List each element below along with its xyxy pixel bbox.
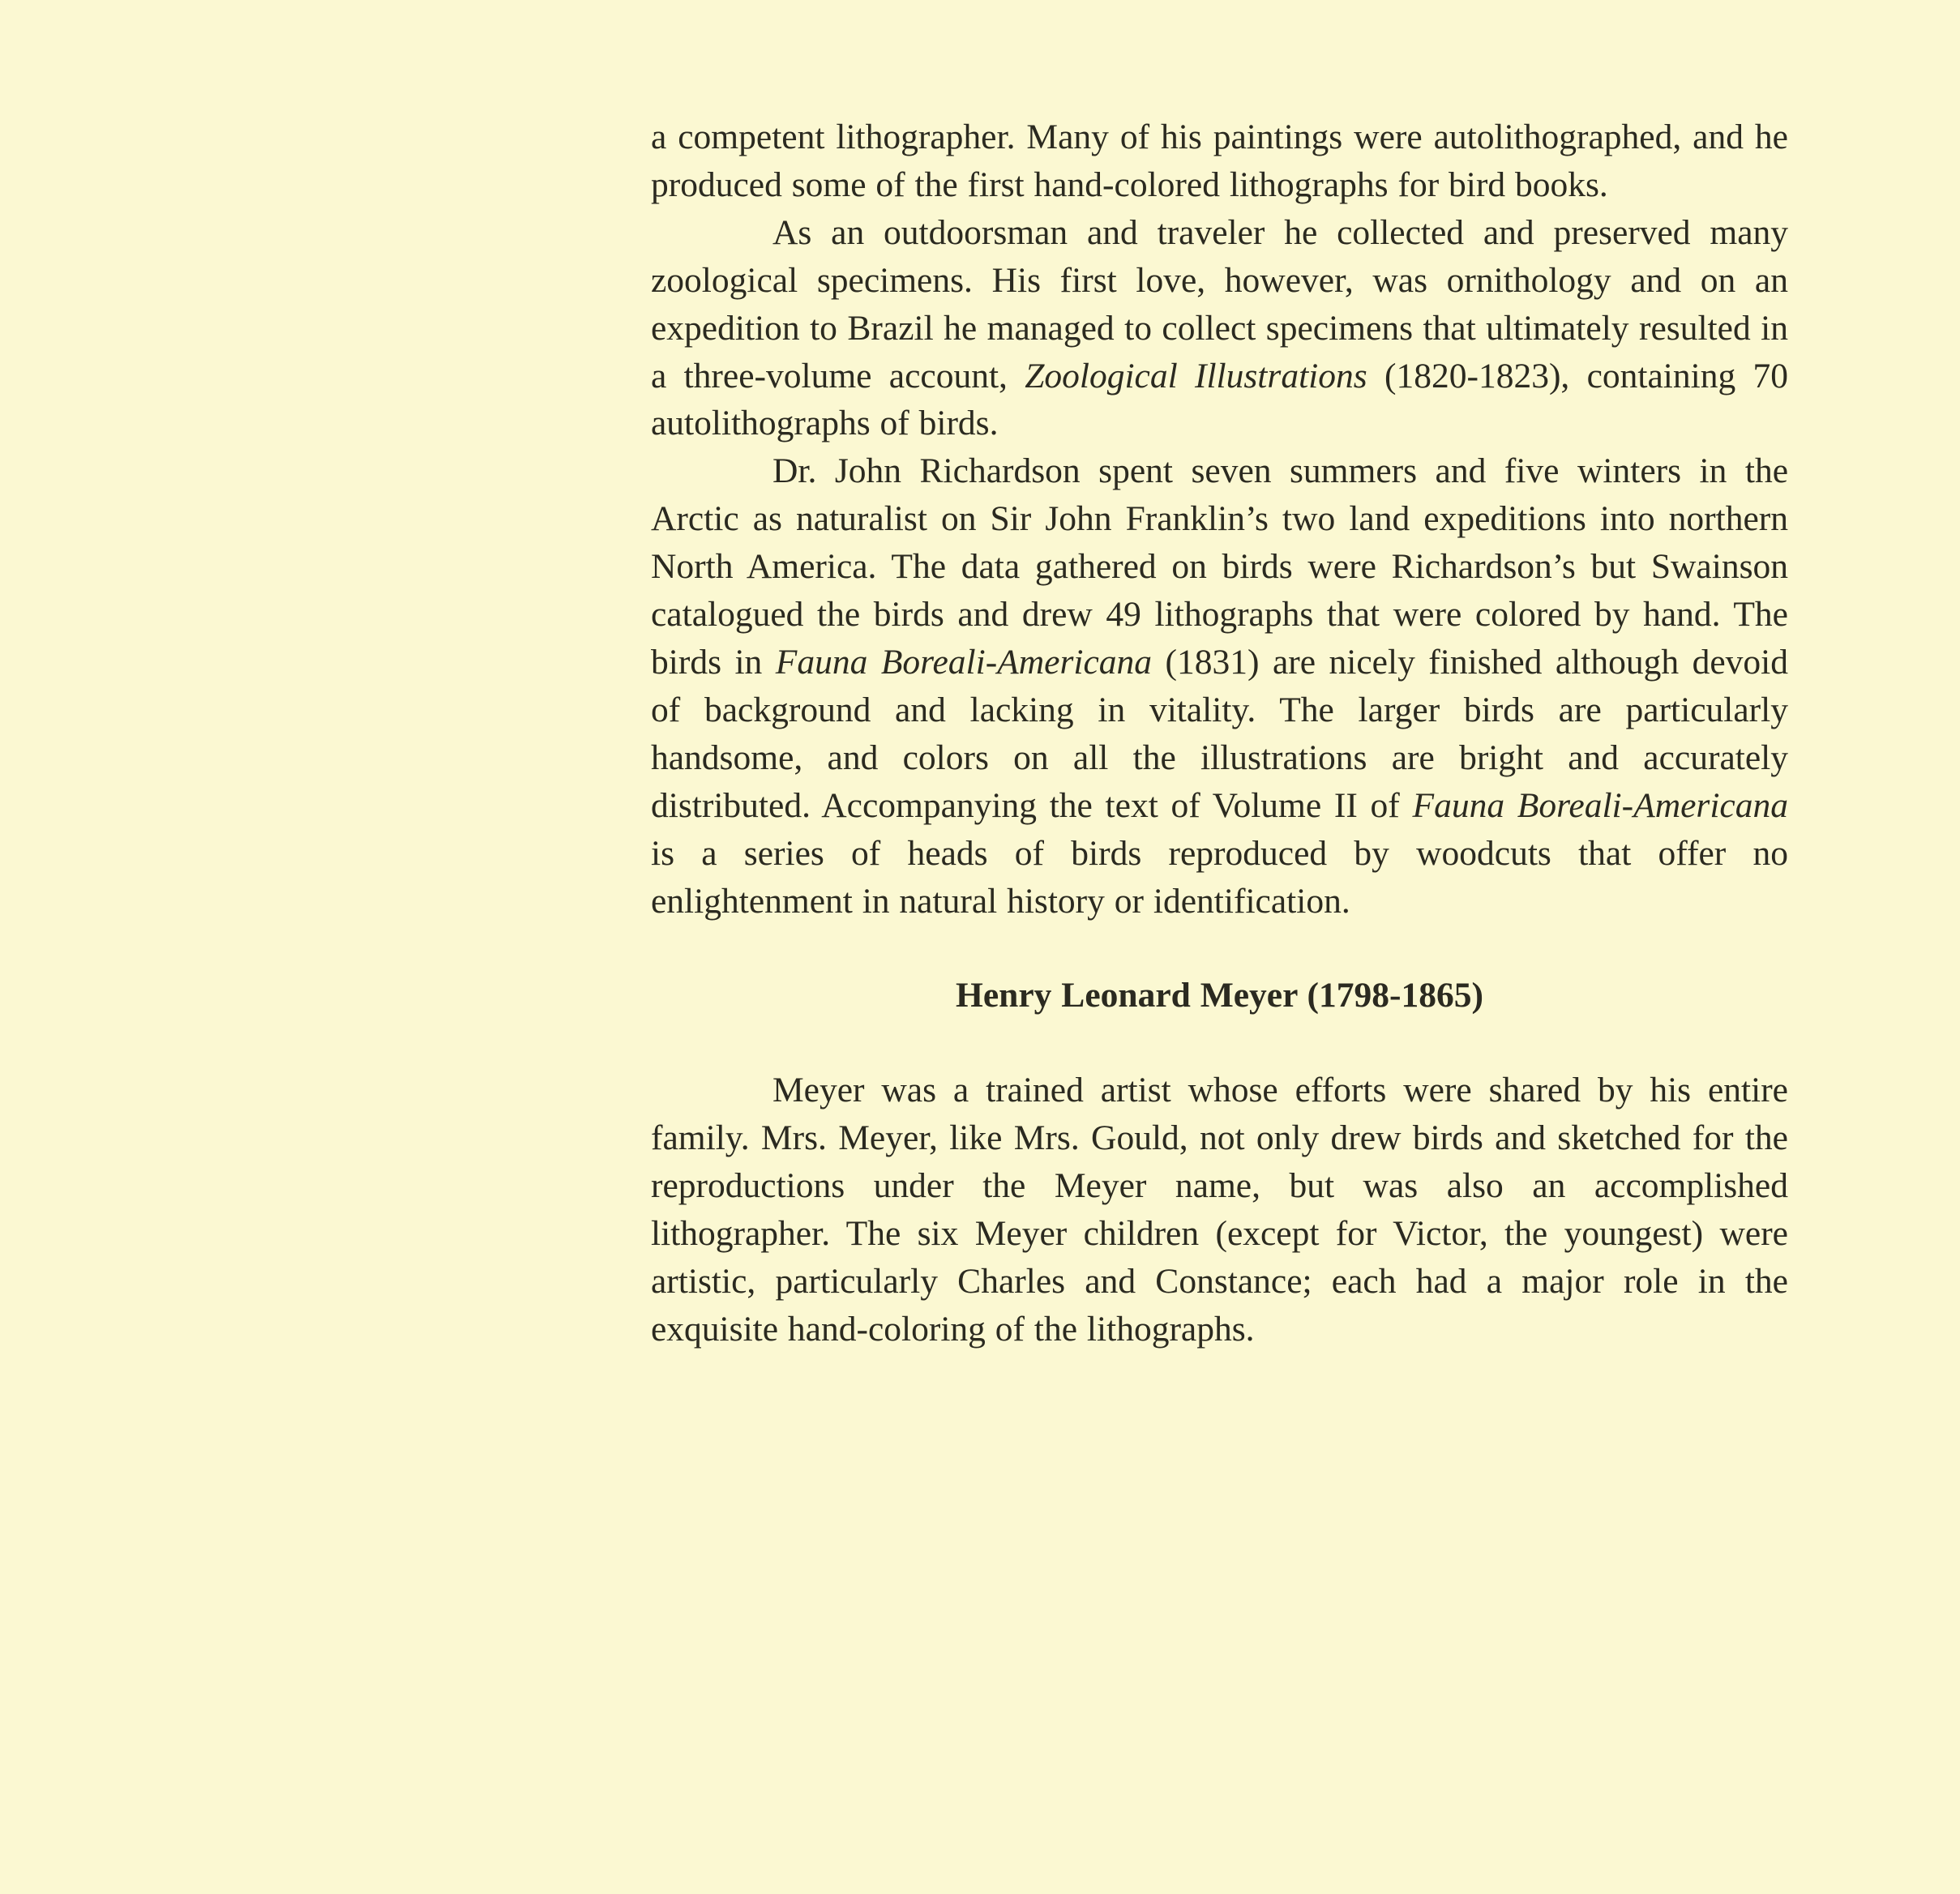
book-title-fauna-boreali-americana: Fauna Boreali-Americana bbox=[775, 642, 1153, 682]
text-column bbox=[651, 113, 1788, 1353]
paragraph-2-text-b: (1820-1823), containing 70 autolithographs of birds. bbox=[651, 356, 1788, 443]
paragraph-3-text-c: is a series of heads of birds reproduced by woodcuts that offer no enlightenment in natural history or identification. bbox=[651, 833, 1788, 921]
paragraph-3 bbox=[651, 447, 1788, 925]
paragraph-4 bbox=[651, 1067, 1788, 1353]
paragraph-1 bbox=[651, 113, 1788, 209]
section-heading: Henry Leonard Meyer (1798-1865) bbox=[956, 976, 1483, 1015]
book-title-fauna-boreali-americana-2: Fauna Boreali-Americana bbox=[1412, 785, 1788, 825]
paragraph-2-text-a: As an outdoorsman and traveler he collected and preserved many zoological specimens. His first love, however, was ornithology and on an expedition to Brazil he managed to collect specimens that ultimately resulted in a three-volume account, bbox=[651, 212, 1788, 395]
paragraph-3-text-b: (1831) are nicely finished although devoid of background and lacking in vitality. The larger birds are particularly handsome, and colors on all the illustrations are bright and accurately distributed. Accompanying the text of Volume II of bbox=[651, 642, 1788, 825]
spacer bbox=[651, 1020, 1788, 1067]
paragraph-1-text: a competent lithographer. Many of his paintings were autolithographed, and he produced some of the first hand-colored lithographs for bird books. bbox=[651, 118, 1788, 204]
paragraph-4-text: Meyer was a trained artist whose efforts were shared by his entire family. Mrs. Meyer, like Mrs. Gould, not only drew birds and sketched for the reproductions under the Meyer name, but was also an accomplished lithographer. The six Meyer children (except for Victor, the youngest) were artistic, particularly Charles and Constance; each had a major role in the exquisite hand-coloring of the lithographs. bbox=[651, 1071, 1788, 1349]
paragraph-3-text-a: Dr. John Richardson spent seven summers and five winters in the Arctic as naturalist on Sir John Franklin’s two land expeditions into northern North America. The data gathered on birds were Richardson’s but Swainson catalogued the birds and drew 49 lithographs that were colored by hand. The birds in bbox=[651, 451, 1788, 682]
paragraph-2 bbox=[651, 209, 1788, 448]
spacer bbox=[651, 925, 1788, 972]
book-title-zoological-illustrations: Zoological Illustrations bbox=[1025, 356, 1367, 395]
